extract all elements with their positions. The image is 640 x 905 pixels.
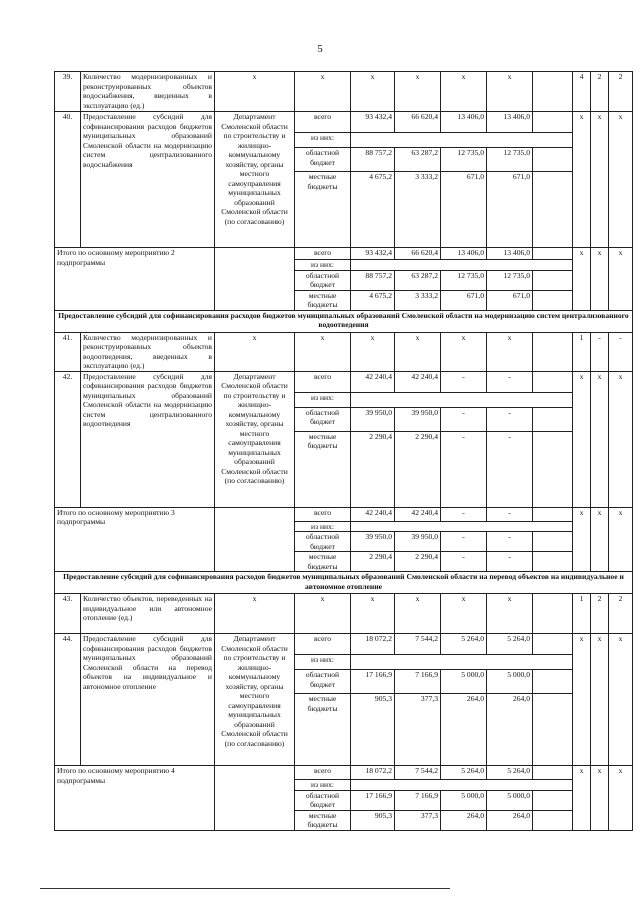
amount-year: 12 735,0 [441,270,487,290]
fund-source: из них: [295,655,351,670]
indicator-value: 4 [573,72,591,112]
fund-source: из них: [295,780,351,791]
amount-year: 66 620,4 [395,248,441,260]
amount-year: 264,0 [441,810,487,830]
x-cell: x [487,332,533,371]
fund-source: областной бюджет [295,407,351,431]
x-cell: x [395,332,441,371]
indicator-value: 2 [591,72,609,112]
amount-year: 2 290,4 [395,552,441,572]
table-row [55,507,633,521]
amount-year: 5 264,0 [487,766,533,780]
x-cell: x [215,72,295,112]
total-label: Итого по основному мероприятию 4 подпрограммы [55,766,215,831]
row-number: 42. [55,371,81,507]
amount-total: 93 432,4 [351,112,395,133]
amount-year: - [441,532,487,552]
program-table [54,71,633,831]
amount-total: 2 290,4 [351,552,395,572]
amount-year: - [487,371,533,392]
amount-total: 88 757,2 [351,270,395,290]
row-name: Предоставление субсидий для софинансирования расходов бюджетов муниципальных образований Смоленской области на модернизацию систем централизованного водоотведения [81,371,215,507]
amount-year: - [441,431,487,507]
amount-total: 18 072,2 [351,634,395,655]
table-row [55,371,633,392]
indicator-value: 2 [609,72,633,112]
fund-source: местные бюджеты [295,431,351,507]
page-number: 5 [317,43,323,55]
x-cell: x [441,594,487,634]
fund-source: всего [295,507,351,521]
x-cell: x [609,371,633,507]
fund-source: местные бюджеты [295,290,351,310]
table-row [55,332,633,371]
amount-total: 39 950,0 [351,532,395,552]
row-number: 43. [55,594,81,634]
x-cell: x [395,72,441,112]
fund-source: областной бюджет [295,148,351,172]
x-cell: x [573,112,591,248]
amount-year: 5 000,0 [441,790,487,810]
fund-source: всего [295,112,351,133]
amount-year: 12 735,0 [487,270,533,290]
fund-source: из них: [295,392,351,407]
row-name: Предоставление субсидий для софинансирования расходов бюджетов муниципальных образований Смоленской области на перевод объектов на индивидуальное и автономное отопление [81,634,215,766]
fund-source: областной бюджет [295,270,351,290]
fund-source: областной бюджет [295,532,351,552]
responsible-org: Департамент Смоленской области по строительству и жилищно-коммунальному хозяйству, органы местного самоуправления муниципальных образований Смоленской области (по согласованию) [215,112,295,248]
fund-source: областной бюджет [295,670,351,694]
amount-year: 264,0 [487,694,533,766]
x-cell: x [609,634,633,766]
fund-source: из них: [295,260,351,271]
section-header: Предоставление субсидий для софинансирования расходов бюджетов муниципальных образований Смоленской области на перевод объектов на индивидуальное и автономное отопление [55,572,633,594]
amount-year: - [487,507,533,521]
amount-year: 12 735,0 [441,148,487,172]
indicator-value: 2 [609,594,633,634]
x-cell: x [609,112,633,248]
amount-total: 93 432,4 [351,248,395,260]
amount-year: 13 406,0 [441,112,487,133]
responsible-org: Департамент Смоленской области по строительству и жилищно-коммунальному хозяйству, органы местного самоуправления муниципальных образований Смоленской области (по согласованию) [215,634,295,766]
amount-year: 377,3 [395,694,441,766]
row-name: Предоставление субсидий для софинансирования расходов бюджетов муниципальных образований Смоленской области на модернизацию систем централизованного водоснабжения [81,112,215,248]
amount-year: 7 544,2 [395,766,441,780]
amount-year: 671,0 [441,172,487,248]
x-cell: x [351,332,395,371]
responsible-org: Департамент Смоленской области по строительству и жилищно-коммунальному хозяйству, органы местного самоуправления муниципальных образований Смоленской области (по согласованию) [215,371,295,507]
x-cell: x [609,507,633,572]
amount-year: 3 333,2 [395,290,441,310]
x-cell: x [573,634,591,766]
amount-year: - [441,552,487,572]
x-cell: x [295,594,351,634]
row-name: Количество модернизированных и реконструированных объектов водоотведения, введенных в эксплуатацию (ед.) [81,332,215,371]
x-cell: x [573,507,591,572]
amount-year: 5 000,0 [441,670,487,694]
fund-source: всего [295,634,351,655]
amount-year: 264,0 [441,694,487,766]
amount-year: 39 950,0 [395,532,441,552]
x-cell: x [609,248,633,311]
amount-total: 4 675,2 [351,290,395,310]
amount-year: 5 000,0 [487,670,533,694]
row-number: 44. [55,634,81,766]
amount-total: 88 757,2 [351,148,395,172]
indicator-value: 2 [591,594,609,634]
amount-total: 17 166,9 [351,670,395,694]
x-cell: x [487,594,533,634]
x-cell: x [609,766,633,831]
amount-year: - [487,552,533,572]
fund-source: местные бюджеты [295,694,351,766]
fund-source: из них: [295,133,351,148]
x-cell: x [295,72,351,112]
amount-year: - [441,407,487,431]
x-cell: x [591,112,609,248]
amount-year: 13 406,0 [441,248,487,260]
amount-year: 66 620,4 [395,112,441,133]
table-row [55,112,633,133]
fund-source: всего [295,371,351,392]
x-cell: x [591,507,609,572]
amount-year: 7 166,9 [395,790,441,810]
amount-year: 7 544,2 [395,634,441,655]
x-cell: x [395,594,441,634]
fund-source: областной бюджет [295,790,351,810]
amount-year: 42 240,4 [395,371,441,392]
fund-source: из них: [295,521,351,532]
amount-year: 377,3 [395,810,441,830]
x-cell: x [351,594,395,634]
table-row [55,310,633,332]
x-cell: x [591,766,609,831]
amount-year: - [487,431,533,507]
amount-year: - [441,371,487,392]
amount-year: 13 406,0 [487,112,533,133]
amount-total: 905,3 [351,694,395,766]
section-header: Предоставление субсидий для софинансирования расходов бюджетов муниципальных образований Смоленской области на модернизацию систем централизованного водоотведения [55,310,633,332]
amount-total: 4 675,2 [351,172,395,248]
amount-year: 63 287,2 [395,270,441,290]
row-number: 40. [55,112,81,248]
amount-year: - [487,532,533,552]
amount-year: 5 264,0 [441,766,487,780]
amount-year: 3 333,2 [395,172,441,248]
table-row [55,248,633,260]
fund-source: всего [295,248,351,260]
amount-total: 17 166,9 [351,790,395,810]
table-row [55,766,633,780]
amount-year: 39 950,0 [395,407,441,431]
fund-source: местные бюджеты [295,552,351,572]
total-label: Итого по основному мероприятию 2 подпрограммы [55,248,215,311]
amount-year: 42 240,4 [395,507,441,521]
indicator-value: - [591,332,609,371]
fund-source: местные бюджеты [295,810,351,830]
amount-year: 671,0 [441,290,487,310]
amount-total: 2 290,4 [351,431,395,507]
amount-year: 5 264,0 [441,634,487,655]
row-name: Количество объектов, переведенных на индивидуальное или автономное отопление (ед.) [81,594,215,634]
x-cell: x [441,332,487,371]
amount-total: 39 950,0 [351,407,395,431]
table-row [55,572,633,594]
row-number: 41. [55,332,81,371]
amount-total: 42 240,4 [351,371,395,392]
x-cell: x [573,248,591,311]
x-cell: x [351,72,395,112]
table-row [55,72,633,112]
row-number: 39. [55,72,81,112]
table-row [55,634,633,655]
amount-year: 12 735,0 [487,148,533,172]
amount-year: - [487,407,533,431]
amount-year: 5 264,0 [487,634,533,655]
amount-total: 42 240,4 [351,507,395,521]
x-cell: x [591,248,609,311]
amount-year: 63 287,2 [395,148,441,172]
amount-year: 671,0 [487,290,533,310]
x-cell: x [573,371,591,507]
indicator-value: 1 [573,332,591,371]
amount-year: 2 290,4 [395,431,441,507]
table-row [55,594,633,634]
indicator-value: 1 [573,594,591,634]
x-cell: x [573,766,591,831]
total-label: Итого по основному мероприятию 3 подпрограммы [55,507,215,572]
x-cell: x [215,332,295,371]
amount-year: 264,0 [487,810,533,830]
fund-source: местные бюджеты [295,172,351,248]
amount-year: 671,0 [487,172,533,248]
x-cell: x [591,371,609,507]
amount-year: - [441,507,487,521]
amount-year: 13 406,0 [487,248,533,260]
x-cell: x [441,72,487,112]
footer-divider [40,888,450,889]
x-cell: x [295,332,351,371]
amount-total: 905,3 [351,810,395,830]
amount-year: 5 000,0 [487,790,533,810]
amount-year: 7 166,9 [395,670,441,694]
amount-total: 18 072,2 [351,766,395,780]
x-cell: x [215,594,295,634]
indicator-value: - [609,332,633,371]
fund-source: всего [295,766,351,780]
x-cell: x [591,634,609,766]
x-cell: x [487,72,533,112]
row-name: Количество модернизированных и реконструированных объектов водоснабжения, введенных в эксплуатацию (ед.) [81,72,215,112]
